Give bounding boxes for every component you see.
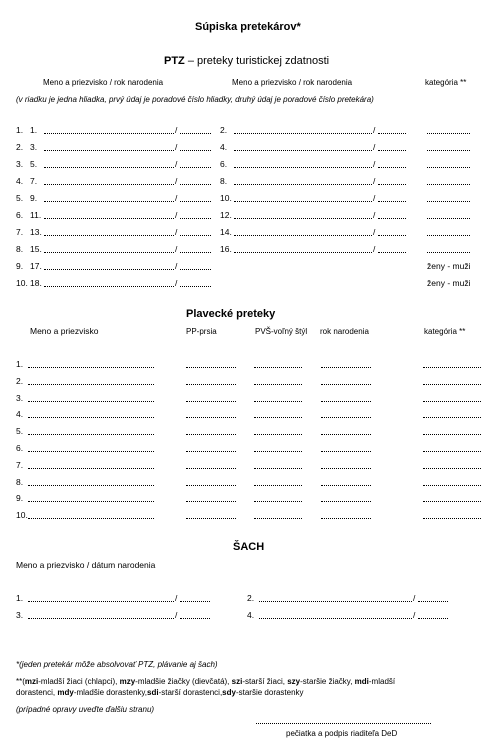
category-field[interactable] (427, 218, 470, 219)
pp-time-field[interactable] (186, 451, 236, 452)
birth-year-field[interactable] (378, 167, 406, 168)
footer-note4: (prípadné opravy uveďte ďalšiu stranu) (16, 705, 155, 714)
category-field[interactable] (423, 384, 481, 385)
swim-col-pv: PVŠ-voľný štýl (255, 327, 308, 336)
category-field[interactable] (423, 434, 481, 435)
competitor-number: 3. (30, 142, 38, 152)
category-field[interactable] (427, 150, 470, 151)
team-number: 2. (16, 142, 24, 152)
swim-heading: Plavecké preteky (186, 308, 276, 320)
row-number: 1. (16, 359, 24, 369)
name-field[interactable] (44, 150, 174, 151)
slash: / (373, 176, 376, 186)
row-number: 4. (16, 409, 24, 420)
pv-time-field[interactable] (254, 518, 302, 519)
name-field[interactable] (28, 434, 154, 435)
birth-date-field[interactable] (180, 601, 210, 602)
pv-time-field[interactable] (254, 485, 302, 486)
team-number: 10. (16, 278, 28, 288)
category-field[interactable] (423, 468, 481, 469)
competitor-number: 17. (30, 261, 42, 271)
competitor-number: 2. (220, 125, 228, 135)
competitor-number: 4. (220, 142, 228, 152)
name-field[interactable] (28, 417, 154, 418)
row-number: 5. (16, 426, 24, 437)
competitor-number: 6. (220, 159, 228, 169)
birth-year-field[interactable] (180, 150, 211, 151)
row-number: 10. (16, 510, 28, 521)
pv-time-field[interactable] (254, 367, 302, 368)
competitor-number: 18. (30, 278, 42, 288)
name-field[interactable] (44, 286, 174, 287)
team-number: 1. (16, 125, 24, 135)
competitor-number: 8. (220, 176, 228, 186)
birth-date-field[interactable] (418, 618, 448, 619)
row-number: 2. (247, 593, 255, 603)
birth-date-field[interactable] (418, 601, 448, 602)
row-number: 3. (16, 392, 24, 403)
name-field[interactable] (44, 184, 174, 185)
ptz-col3-header: kategória ** (425, 78, 467, 87)
page-title: Súpiska pretekárov* (195, 21, 301, 33)
pp-time-field[interactable] (186, 417, 236, 418)
competitor-number: 13. (30, 227, 42, 237)
name-field[interactable] (234, 133, 372, 134)
slash: / (373, 193, 376, 203)
category-field[interactable] (423, 451, 481, 452)
category-field[interactable] (423, 485, 481, 486)
slash: / (175, 610, 178, 620)
name-field[interactable] (44, 167, 174, 168)
slash: / (175, 210, 178, 220)
pp-time-field[interactable] (186, 501, 236, 502)
category-field[interactable] (427, 133, 470, 134)
signature-label: pečiatka a podpis riaditeľa DeD (286, 729, 398, 738)
birth-year-field[interactable] (378, 252, 406, 253)
birth-year-field[interactable] (378, 150, 406, 151)
team-number: 8. (16, 244, 24, 254)
pp-time-field[interactable] (186, 468, 236, 469)
name-field[interactable] (44, 218, 174, 219)
pp-time-field[interactable] (186, 367, 236, 368)
pv-time-field[interactable] (254, 501, 302, 502)
category-field[interactable] (423, 401, 481, 402)
birth-year-field[interactable] (321, 384, 371, 385)
name-field[interactable] (28, 401, 154, 402)
ptz-heading (164, 56, 329, 67)
slash: / (175, 227, 178, 237)
team-number: 6. (16, 210, 24, 220)
team-number: 9. (16, 261, 24, 271)
pv-time-field[interactable] (254, 451, 302, 452)
birth-year-field[interactable] (378, 133, 406, 134)
birth-year-field[interactable] (321, 401, 371, 402)
slash: / (373, 159, 376, 169)
slash: / (175, 278, 178, 288)
row-number: 4. (247, 610, 255, 620)
ptz-col1-header: Meno a priezvisko / rok narodenia (43, 78, 164, 87)
competitor-number: 16. (220, 244, 232, 254)
swim-col-kat: kategória ** (424, 327, 466, 336)
category-field[interactable] (423, 367, 481, 368)
pp-time-field[interactable] (186, 401, 236, 402)
name-field[interactable] (234, 184, 372, 185)
row-number: 7. (16, 459, 24, 470)
swim-col-rok: rok narodenia (320, 327, 369, 336)
slash: / (175, 261, 178, 271)
team-number: 4. (16, 176, 24, 186)
footer-note3: dorastenci, mdy-mladšie dorastenky,sdi-starší dorastenci,sdy-staršie dorastenky (16, 688, 304, 697)
name-field[interactable] (234, 150, 372, 151)
competitor-number: 5. (30, 159, 38, 169)
pv-time-field[interactable] (254, 384, 302, 385)
chess-heading: ŠACH (233, 541, 265, 553)
birth-year-field[interactable] (321, 518, 371, 519)
ptz-heading-bold: PTZ (164, 55, 185, 67)
row-number: 3. (16, 610, 24, 620)
birth-year-field[interactable] (321, 451, 371, 452)
category-field[interactable] (427, 201, 470, 202)
slash: / (413, 610, 416, 620)
gender-category: ženy - muži (427, 278, 471, 288)
name-field[interactable] (234, 235, 372, 236)
name-field[interactable] (28, 485, 154, 486)
competitor-number: 10. (220, 193, 232, 203)
birth-year-field[interactable] (180, 269, 211, 270)
category-field[interactable] (423, 501, 481, 502)
slash: / (175, 176, 178, 186)
name-field[interactable] (234, 252, 372, 253)
name-field[interactable] (44, 133, 174, 134)
category-field[interactable] (427, 184, 470, 185)
birth-year-field[interactable] (321, 367, 371, 368)
signature-line[interactable] (256, 723, 431, 724)
birth-year-field[interactable] (378, 235, 406, 236)
competitor-number: 1. (30, 125, 38, 135)
row-number: 6. (16, 443, 24, 453)
birth-year-field[interactable] (180, 235, 211, 236)
competitor-number: 11. (30, 210, 42, 220)
slash: / (175, 125, 178, 135)
pv-time-field[interactable] (254, 417, 302, 418)
name-field[interactable] (44, 252, 174, 253)
name-field[interactable] (28, 618, 174, 619)
name-field[interactable] (28, 468, 154, 469)
category-field[interactable] (427, 235, 470, 236)
row-number: 8. (16, 476, 24, 487)
competitor-number: 7. (30, 176, 38, 186)
slash: / (413, 593, 416, 603)
slash: / (373, 244, 376, 254)
slash: / (175, 142, 178, 152)
gender-category: ženy - muži (427, 261, 471, 271)
competitor-number: 15. (30, 244, 42, 254)
name-field[interactable] (234, 167, 372, 168)
name-field[interactable] (234, 201, 372, 202)
slash: / (175, 159, 178, 169)
swim-col-pp: PP-prsia (186, 327, 217, 336)
birth-year-field[interactable] (321, 468, 371, 469)
slash: / (175, 193, 178, 203)
footer-note1: *(jeden pretekár môže absolvovať PTZ, plávanie aj šach) (16, 660, 218, 669)
pp-time-field[interactable] (186, 434, 236, 435)
name-field[interactable] (44, 235, 174, 236)
birth-year-field[interactable] (321, 434, 371, 435)
birth-year-field[interactable] (321, 485, 371, 486)
team-number: 3. (16, 159, 24, 169)
birth-year-field[interactable] (378, 218, 406, 219)
birth-year-field[interactable] (321, 417, 371, 418)
competitor-number: 9. (30, 193, 38, 203)
birth-year-field[interactable] (378, 184, 406, 185)
pv-time-field[interactable] (254, 401, 302, 402)
swim-col-name: Meno a priezvisko (30, 326, 99, 336)
pv-time-field[interactable] (254, 434, 302, 435)
row-number: 1. (16, 593, 24, 603)
row-number: 2. (16, 375, 24, 386)
birth-year-field[interactable] (180, 286, 211, 287)
name-field[interactable] (28, 501, 154, 502)
competitor-number: 14. (220, 227, 232, 237)
footer-note2: **(mzi-mladší žiaci (chlapci), mzy-mladšie žiačky (dievčatá), szi-starší žiaci, szy-staršie žiačky, mdi-mladší (16, 677, 396, 686)
name-field[interactable] (234, 218, 372, 219)
name-field[interactable] (259, 618, 412, 619)
name-field[interactable] (28, 384, 154, 385)
slash: / (175, 244, 178, 254)
category-field[interactable] (423, 518, 481, 519)
name-field[interactable] (44, 201, 174, 202)
pv-time-field[interactable] (254, 468, 302, 469)
team-number: 7. (16, 227, 24, 237)
name-field[interactable] (44, 269, 174, 270)
birth-year-field[interactable] (180, 201, 211, 202)
birth-year-field[interactable] (180, 252, 211, 253)
birth-year-field[interactable] (321, 501, 371, 502)
birth-date-field[interactable] (180, 618, 210, 619)
pp-time-field[interactable] (186, 485, 236, 486)
pp-time-field[interactable] (186, 384, 236, 385)
birth-year-field[interactable] (180, 133, 211, 134)
name-field[interactable] (259, 601, 412, 602)
ptz-note: (v riadku je jedna hliadka, prvý údaj je poradové číslo hliadky, druhý údaj je poradové číslo pretekára) (16, 95, 374, 104)
chess-col: Meno a priezvisko / dátum narodenia (16, 560, 156, 570)
name-field[interactable] (28, 518, 154, 519)
ptz-col2-header: Meno a priezvisko / rok narodenia (232, 78, 353, 87)
pp-time-field[interactable] (186, 518, 236, 519)
ptz-heading-rest: – preteky turistickej zdatnosti (184, 55, 330, 67)
name-field[interactable] (28, 367, 154, 368)
slash: / (373, 125, 376, 135)
name-field[interactable] (28, 601, 174, 602)
row-number: 9. (16, 493, 24, 504)
slash: / (373, 210, 376, 220)
category-field[interactable] (427, 252, 470, 253)
birth-year-field[interactable] (180, 218, 211, 219)
category-field[interactable] (423, 417, 481, 418)
birth-year-field[interactable] (378, 201, 406, 202)
team-number: 5. (16, 193, 24, 203)
birth-year-field[interactable] (180, 167, 211, 168)
slash: / (175, 593, 178, 603)
category-field[interactable] (427, 167, 470, 168)
slash: / (373, 142, 376, 152)
competitor-number: 12. (220, 210, 232, 220)
slash: / (373, 227, 376, 237)
name-field[interactable] (28, 451, 154, 452)
birth-year-field[interactable] (180, 184, 211, 185)
